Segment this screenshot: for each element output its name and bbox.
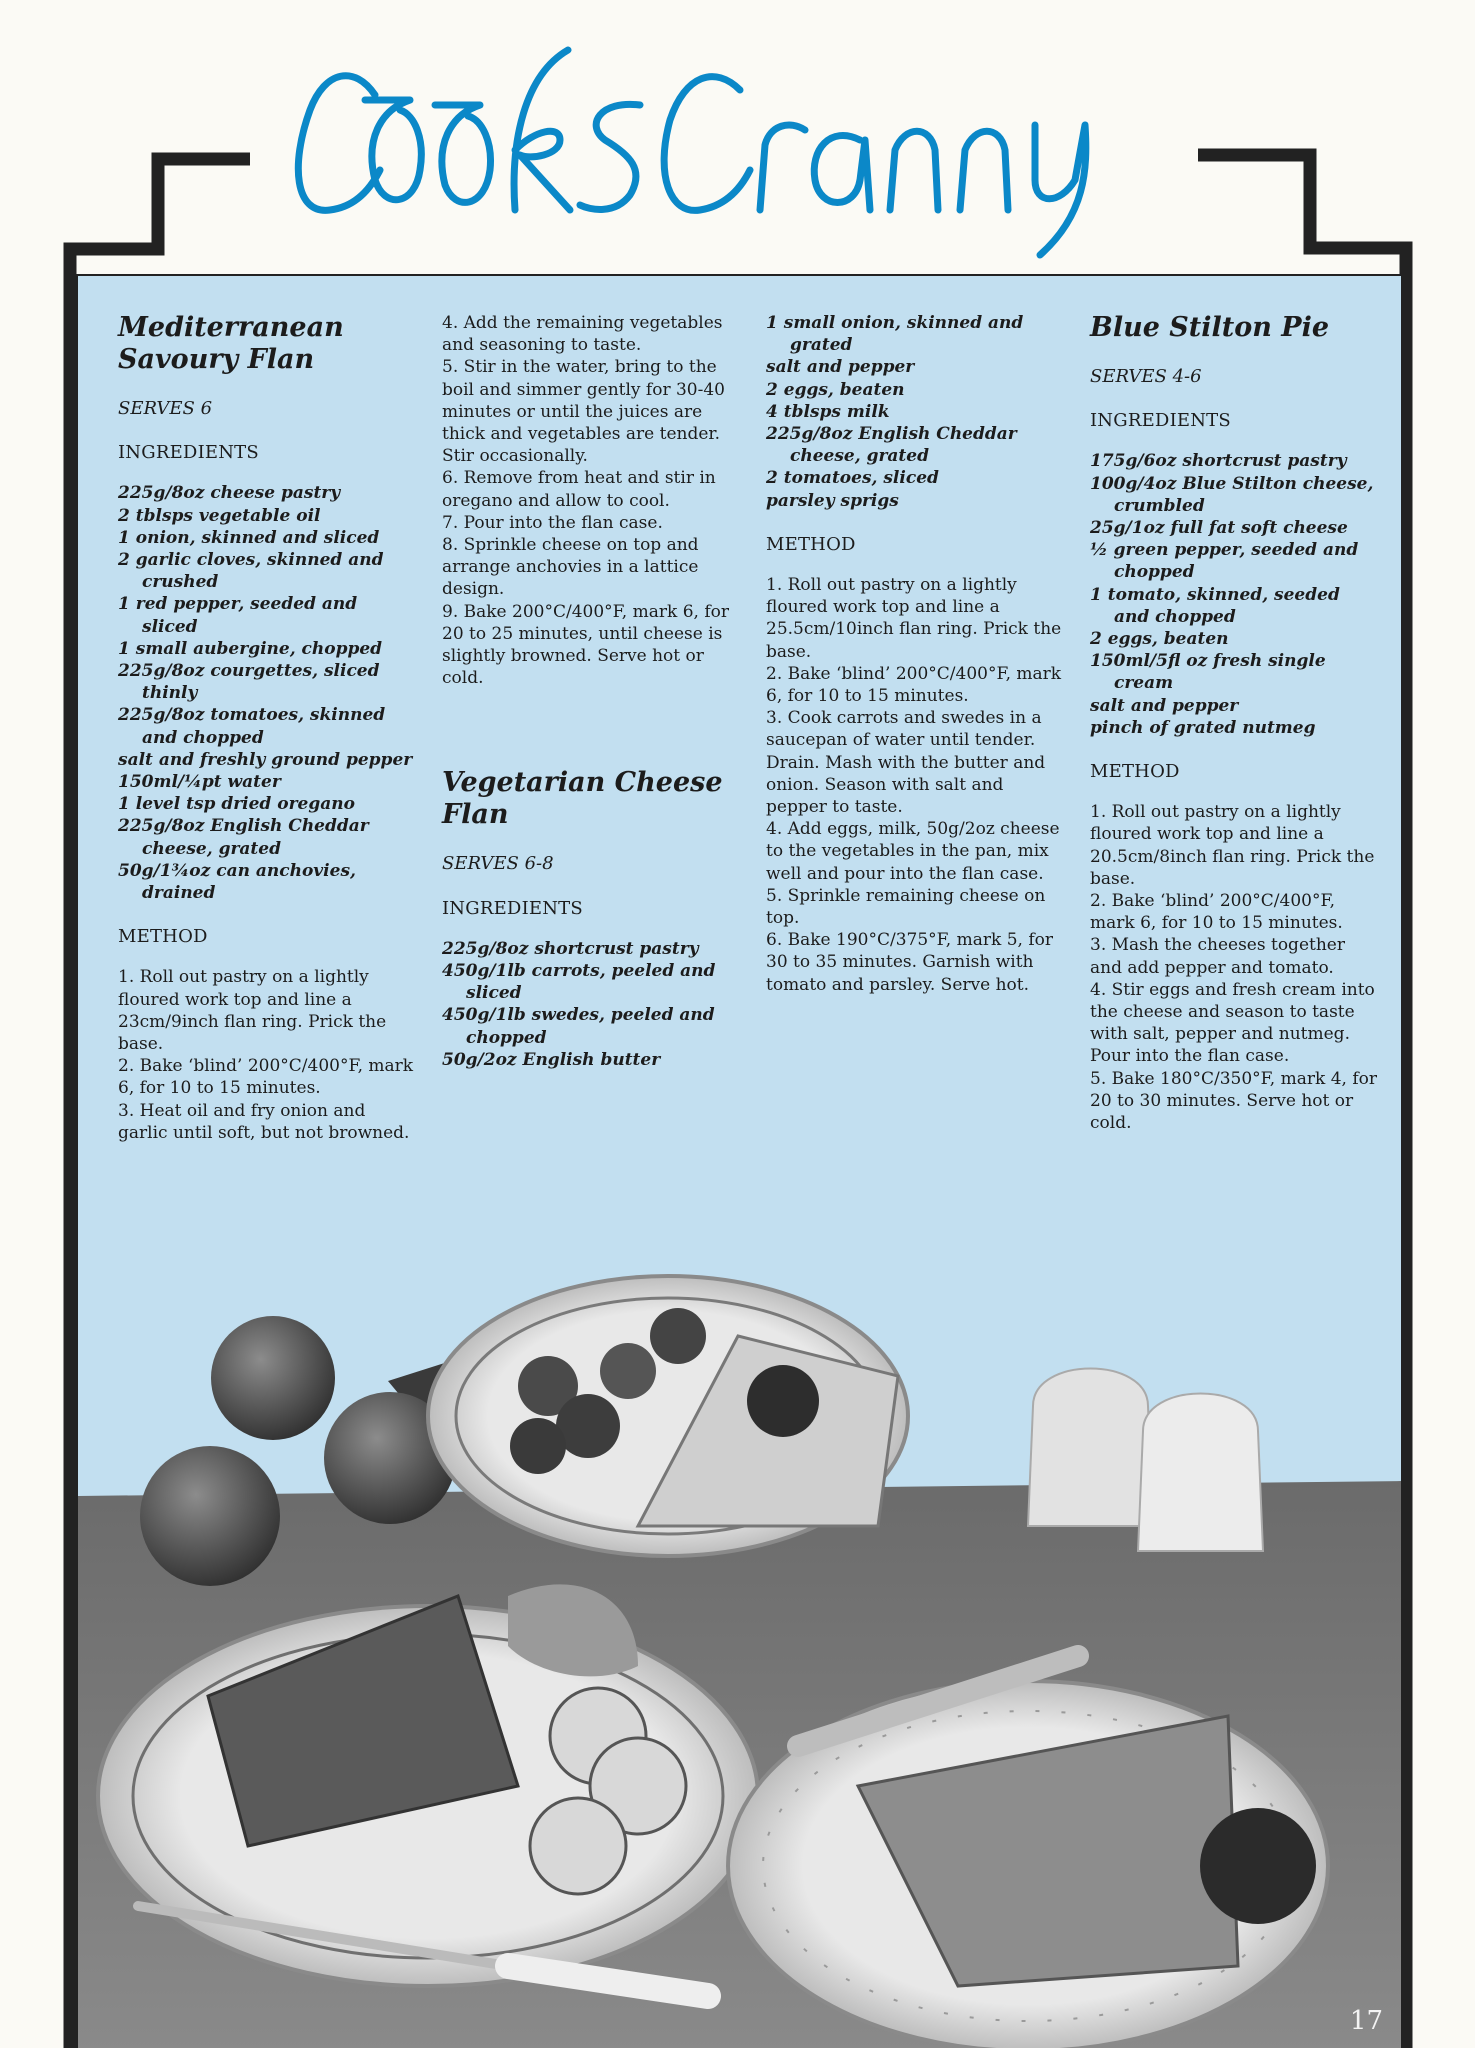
food-photo-illustration [78, 1266, 1403, 2048]
recipe-title-vegetarian: Vegetarian Cheese Flan [442, 767, 723, 831]
column-4 [1090, 312, 1380, 1134]
ingredient-item: salt and pepper [766, 357, 915, 378]
ingredient-item: 1 onion, skinned and sliced [118, 527, 380, 548]
ingredient-item: salt and freshly ground pepper [118, 749, 413, 770]
ingredient-item: 1 small onion, skinned and grated [766, 313, 1024, 356]
column-3 [766, 312, 1066, 996]
ingredient-item: 2 tblsps vegetable oil [118, 505, 321, 526]
ingredient-item: ½ green pepper, seeded and chopped [1090, 540, 1359, 583]
ingredient-item: 50g/1¾oz can anchovies, drained [118, 860, 356, 904]
method-step: 5. Bake 180°C/350°F, mark 4, for 20 to 30 minutes. Serve hot or cold. [1090, 1068, 1377, 1134]
food-photograph [78, 1266, 1403, 2048]
ingredients-list [118, 482, 418, 904]
ingredient-item: 150ml/5fl oz fresh single cream [1090, 651, 1326, 694]
method-list [766, 574, 1066, 996]
ingredient-item: 225g/8oz English Cheddar cheese, grated [118, 816, 369, 859]
method-step: 3. Mash the cheeses together and add pepper and tomato. [1090, 935, 1345, 978]
method-step: 2. Bake ‘blind’ 200°C/400°F, mark 6, for 10 to 15 minutes. [1090, 891, 1343, 934]
ingredients-heading: INGREDIENTS [442, 897, 583, 919]
serves-label: SERVES 6-8 [442, 853, 554, 875]
ingredient-item: 1 small aubergine, chopped [118, 638, 383, 659]
method-step: 2. Bake ‘blind’ 200°C/400°F, mark 6, for 10 to 15 minutes. [118, 1056, 414, 1099]
ingredient-item: 1 tomato, skinned, seeded and chopped [1090, 584, 1340, 627]
method-step: 3. Heat oil and fry onion and garlic until soft, but not browned. [118, 1100, 410, 1143]
ingredient-item: 225g/8oz cheese pastry [118, 483, 341, 504]
recipe-panel [76, 274, 1403, 2048]
ingredient-item: 450g/1lb carrots, peeled and sliced [442, 961, 716, 1004]
ingredients-heading: INGREDIENTS [1090, 410, 1231, 432]
ingredient-item: 2 eggs, beaten [1090, 629, 1229, 650]
ingredient-item: 225g/8oz tomatoes, skinned and chopped [118, 705, 386, 748]
ingredient-item: 225g/8oz English Cheddar cheese, grated [766, 424, 1017, 467]
ingredient-item: 225g/8oz shortcrust pastry [442, 938, 699, 959]
ingredient-item: 175g/6oz shortcrust pastry [1090, 451, 1347, 472]
recipe-title-mediterranean: Mediterranean Savoury Flan [118, 312, 344, 375]
method-heading: METHOD [1090, 761, 1180, 783]
method-list [1090, 801, 1380, 1134]
method-step: 9. Bake 200°C/400°F, mark 6, for 20 to 25 minutes, until cheese is slightly browned. Serve hot or cold. [442, 601, 729, 689]
method-step: 6. Bake 190°C/375°F, mark 5, for 30 to 35 minutes. Garnish with tomato and parsley. Serve hot. [766, 930, 1053, 995]
method-step: 8. Sprinkle cheese on top and arrange anchovies in a lattice design. [442, 535, 699, 600]
method-step: 1. Roll out pastry on a lightly floured work top and line a 25.5cm/10inch flan ring. Prick the base. [766, 575, 1062, 662]
ingredient-item: 4 tblsps milk [766, 401, 890, 422]
ingredient-item: 2 garlic cloves, skinned and crushed [118, 550, 384, 593]
method-step: 4. Stir eggs and fresh cream into the cheese and season to taste with salt, pepper and nutmeg. Pour into the flan case. [1090, 979, 1375, 1067]
serves-label: SERVES 6 [118, 398, 213, 419]
method-step: 5. Stir in the water, bring to the boil and simmer gently for 30-40 minutes or until the juices are thick and vegetables are tender. Stir occasionally. [442, 357, 725, 467]
method-step: 2. Bake ‘blind’ 200°C/400°F, mark 6, for 10 to 15 minutes. [766, 663, 1062, 707]
column-1 [118, 312, 418, 1144]
method-step: 4. Add eggs, milk, 50g/2oz cheese to the vegetables in the pan, mix well and pour into the flan case. [766, 819, 1060, 884]
ingredients-heading: INGREDIENTS [118, 442, 259, 464]
ingredient-item: 25g/1oz full fat soft cheese [1090, 518, 1348, 539]
ingredient-item: 2 tomatoes, sliced [766, 468, 939, 489]
method-step: 4. Add the remaining vegetables and seasoning to taste. [442, 313, 723, 356]
serves-label: SERVES 4-6 [1090, 366, 1202, 387]
method-list-continued [442, 312, 742, 689]
page-title [270, 30, 1180, 260]
method-heading: METHOD [118, 926, 208, 948]
ingredient-item: 2 eggs, beaten [766, 379, 905, 400]
ingredient-item: salt and pepper [1090, 695, 1239, 716]
ingredient-item: parsley sprigs [766, 490, 899, 511]
ingredients-list [1090, 450, 1380, 739]
method-step: 3. Cook carrots and swedes in a saucepan of water until tender. Drain. Mash with the butter and onion. Season with salt and pepper to taste. [766, 708, 1046, 818]
ingredient-item: 150ml/¼pt water [118, 772, 281, 793]
recipe-title-blue-stilton: Blue Stilton Pie [1090, 312, 1330, 343]
ingredients-list-continued [766, 312, 1066, 512]
ingredient-item: 225g/8oz courgettes, sliced thinly [118, 661, 380, 704]
method-step: 6. Remove from heat and stir in oregano and allow to cool. [442, 468, 716, 511]
ingredients-list [442, 938, 742, 1071]
ingredient-item: 450g/1lb swedes, peeled and chopped [442, 1005, 715, 1048]
method-heading: METHOD [766, 533, 856, 555]
ingredient-item: 1 level tsp dried oregano [118, 794, 355, 815]
method-list [118, 966, 418, 1144]
ingredient-item: 50g/2oz English butter [442, 1049, 661, 1070]
title-logo [270, 30, 1180, 260]
page-number: 17 [1349, 2006, 1383, 2036]
ingredient-item: 100g/4oz Blue Stilton cheese, crumbled [1090, 473, 1374, 516]
column-2 [442, 312, 742, 1093]
method-step: 1. Roll out pastry on a lightly floured work top and line a 20.5cm/8inch flan ring. Prick the base. [1090, 802, 1375, 889]
method-step: 7. Pour into the flan case. [442, 512, 663, 533]
method-step: 5. Sprinkle remaining cheese on top. [766, 885, 1046, 929]
ingredient-item: pinch of grated nutmeg [1090, 717, 1316, 738]
ingredient-item: 1 red pepper, seeded and sliced [118, 594, 358, 637]
method-step: 1. Roll out pastry on a lightly floured work top and line a 23cm/9inch flan ring. Prick the base. [118, 967, 387, 1055]
